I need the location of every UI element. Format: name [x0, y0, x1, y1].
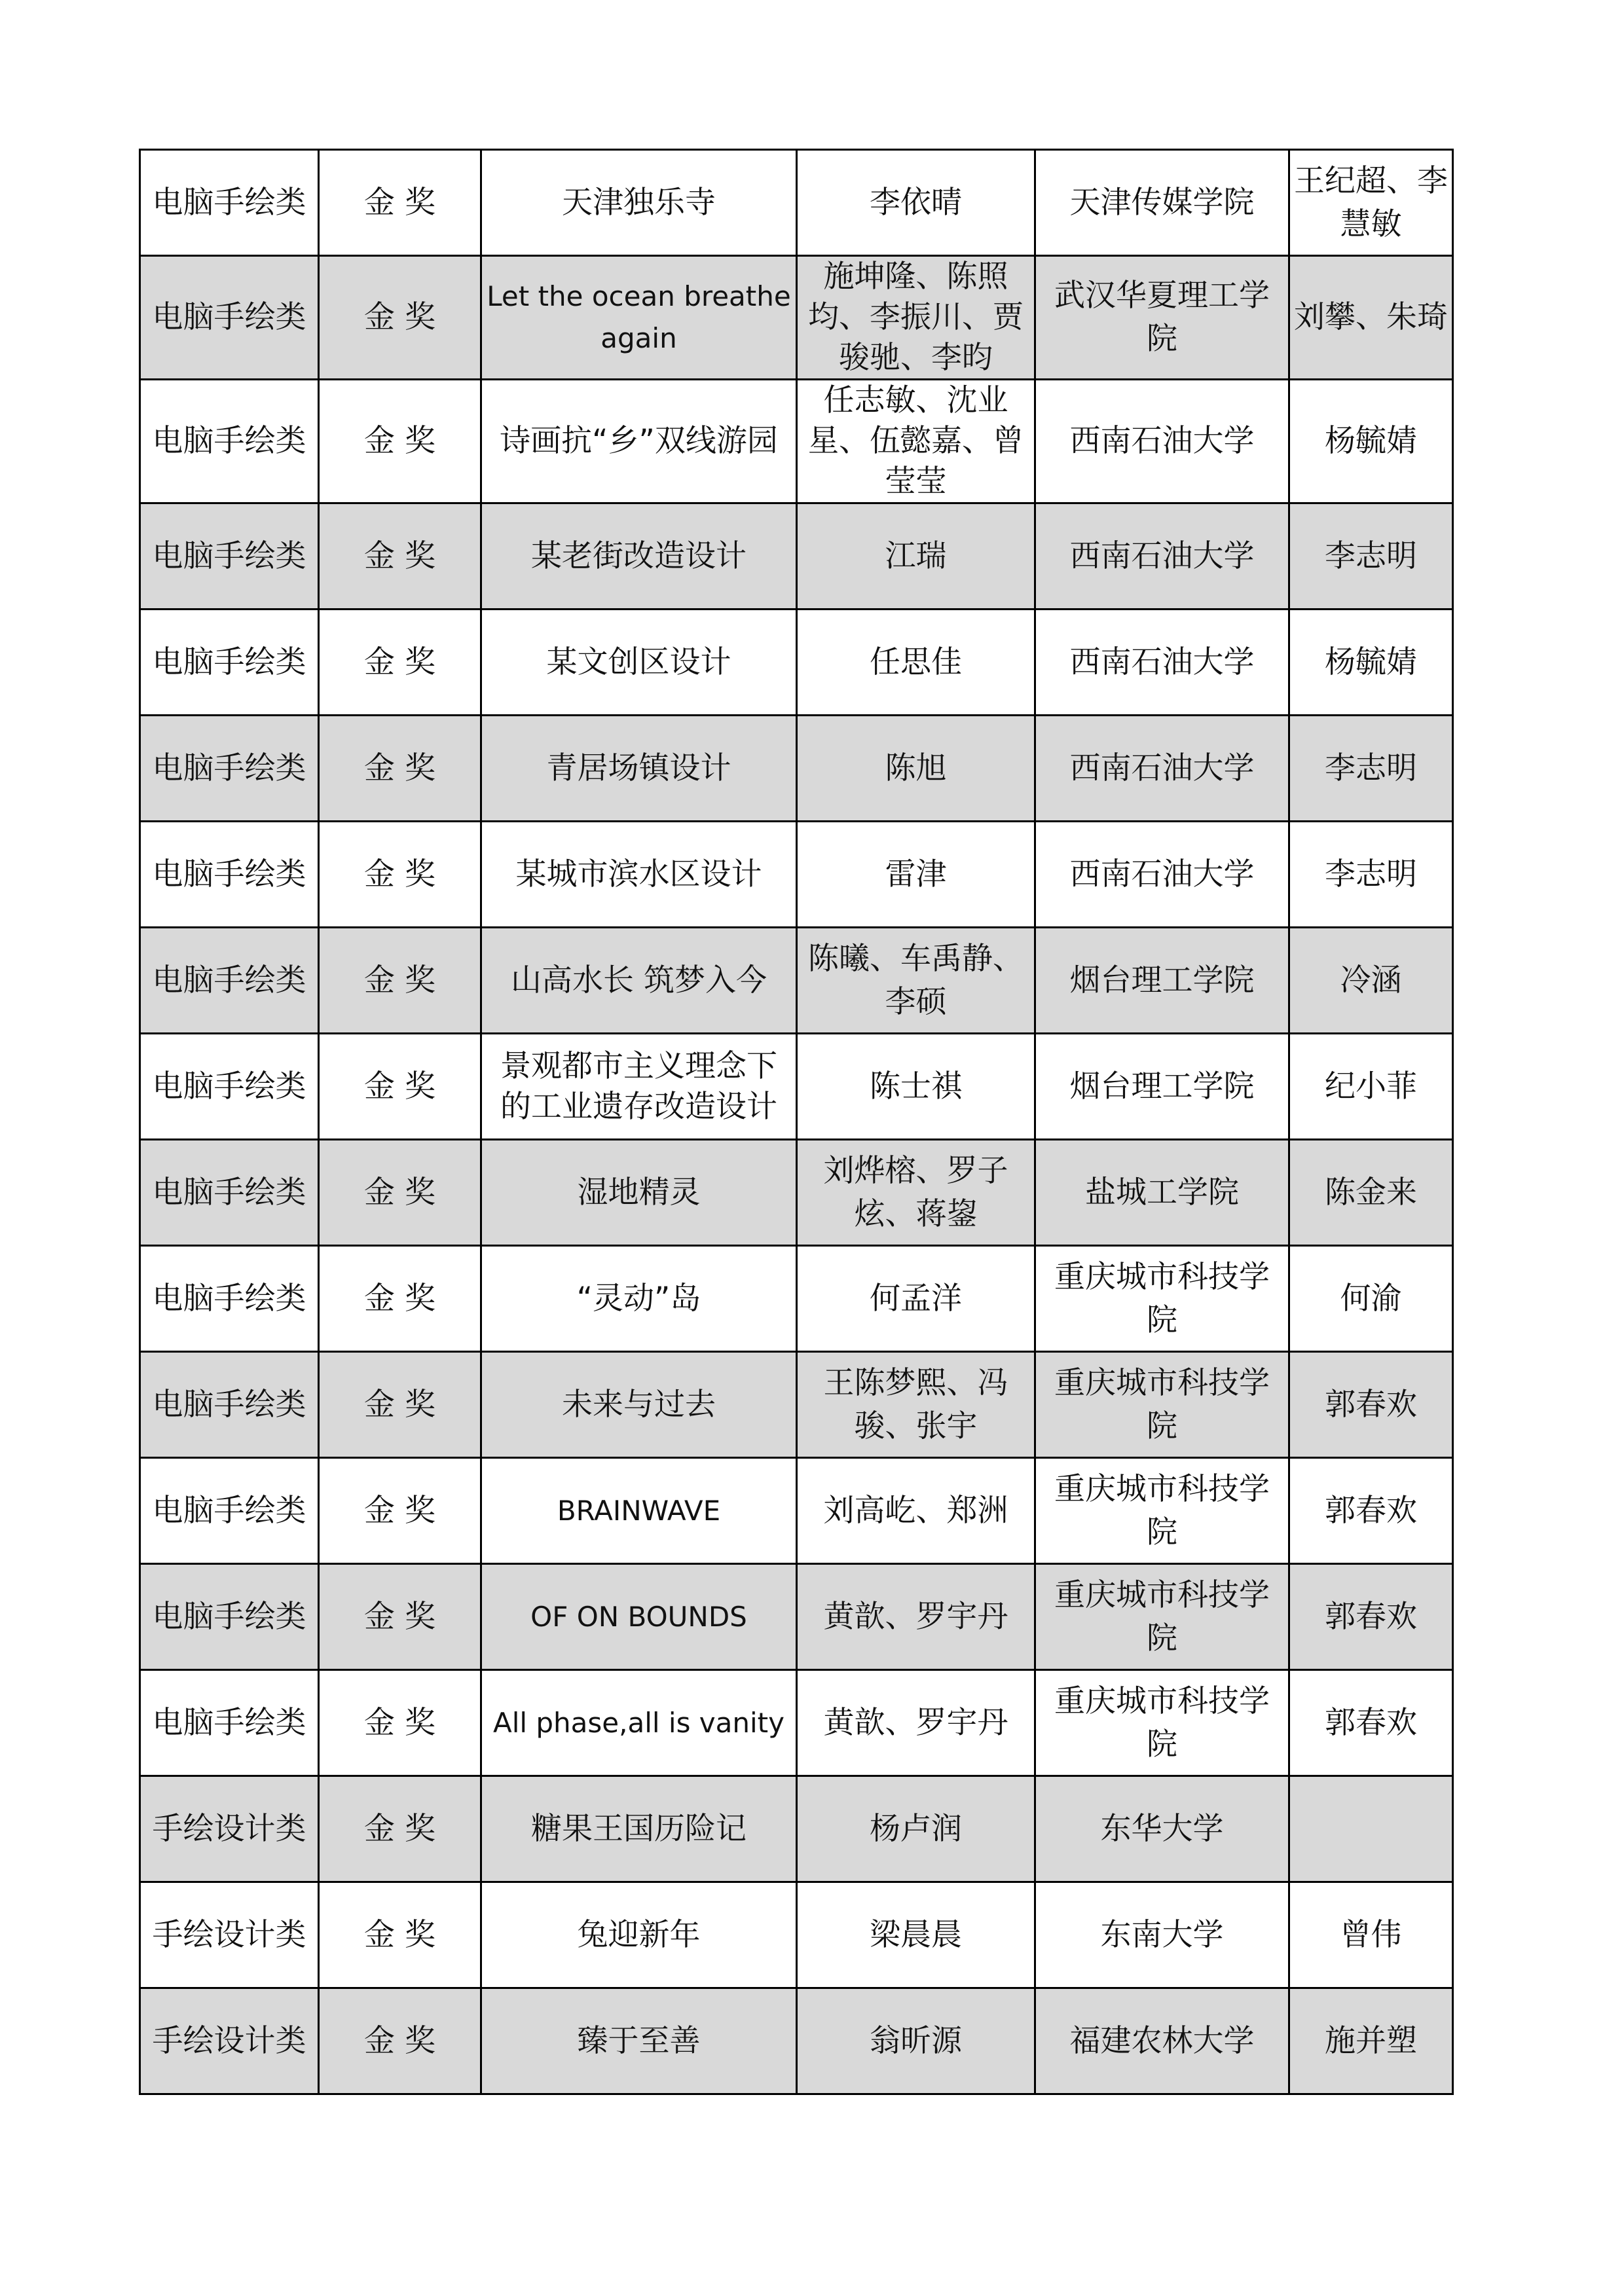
category-cell: 电脑手绘类: [140, 503, 319, 610]
award-cell: 金 奖: [319, 928, 481, 1034]
table-row: [140, 503, 1453, 610]
school-cell: 盐城工学院: [1035, 1140, 1289, 1246]
authors-cell: 刘高屹、郑洲: [797, 1458, 1035, 1564]
title-cell: 山高水长 筑梦入今: [481, 928, 797, 1034]
authors-cell: 李依晴: [797, 150, 1035, 256]
award-cell: 金 奖: [319, 1140, 481, 1246]
category-cell: 电脑手绘类: [140, 1458, 319, 1564]
table-row: [140, 1034, 1453, 1140]
authors-cell: 陈曦、车禹静、李硕: [797, 928, 1035, 1034]
school-cell: 重庆城市科技学院: [1035, 1564, 1289, 1670]
authors-cell: 施坤隆、陈照均、李振川、贾骏驰、李昀: [797, 256, 1035, 380]
table-row: [140, 150, 1453, 256]
authors-cell: 王陈梦熙、冯骏、张宇: [797, 1352, 1035, 1458]
category-cell: 电脑手绘类: [140, 610, 319, 716]
category-cell: 电脑手绘类: [140, 1352, 319, 1458]
table-row: [140, 1140, 1453, 1246]
title-cell: Let the ocean breathe again: [481, 256, 797, 380]
title-cell: “灵动”岛: [481, 1246, 797, 1352]
award-cell: 金 奖: [319, 256, 481, 380]
authors-cell: 雷津: [797, 822, 1035, 928]
title-cell: 某城市滨水区设计: [481, 822, 797, 928]
advisor-cell: [1289, 1776, 1453, 1882]
table-row: [140, 1776, 1453, 1882]
category-cell: 电脑手绘类: [140, 380, 319, 503]
school-cell: 东华大学: [1035, 1776, 1289, 1882]
school-cell: 西南石油大学: [1035, 503, 1289, 610]
authors-cell: 任思佳: [797, 610, 1035, 716]
title-cell: 诗画抗“乡”双线游园: [481, 380, 797, 503]
title-cell: 景观都市主义理念下的工业遗存改造设计: [481, 1034, 797, 1140]
school-cell: 重庆城市科技学院: [1035, 1352, 1289, 1458]
school-cell: 天津传媒学院: [1035, 150, 1289, 256]
advisor-cell: 郭春欢: [1289, 1458, 1453, 1564]
table-row: [140, 1670, 1453, 1776]
title-cell: 未来与过去: [481, 1352, 797, 1458]
advisor-cell: 郭春欢: [1289, 1670, 1453, 1776]
table-row: [140, 380, 1453, 503]
award-cell: 金 奖: [319, 1564, 481, 1670]
award-cell: 金 奖: [319, 716, 481, 822]
category-cell: 电脑手绘类: [140, 1246, 319, 1352]
award-cell: 金 奖: [319, 1670, 481, 1776]
title-cell: 糖果王国历险记: [481, 1776, 797, 1882]
authors-cell: 杨卢润: [797, 1776, 1035, 1882]
advisor-cell: 李志明: [1289, 822, 1453, 928]
award-cell: 金 奖: [319, 1246, 481, 1352]
authors-cell: 何孟洋: [797, 1246, 1035, 1352]
table-row: [140, 1458, 1453, 1564]
table-row: [140, 1882, 1453, 1988]
award-cell: 金 奖: [319, 1882, 481, 1988]
school-cell: 东南大学: [1035, 1882, 1289, 1988]
title-cell: 青居场镇设计: [481, 716, 797, 822]
table-row: [140, 716, 1453, 822]
title-cell: 某老街改造设计: [481, 503, 797, 610]
title-cell: 湿地精灵: [481, 1140, 797, 1246]
table-row: [140, 928, 1453, 1034]
category-cell: 电脑手绘类: [140, 822, 319, 928]
authors-cell: 江瑞: [797, 503, 1035, 610]
category-cell: 电脑手绘类: [140, 928, 319, 1034]
title-cell: 某文创区设计: [481, 610, 797, 716]
advisor-cell: 冷涵: [1289, 928, 1453, 1034]
table-row: [140, 1246, 1453, 1352]
advisor-cell: 杨毓婧: [1289, 610, 1453, 716]
advisor-cell: 何渝: [1289, 1246, 1453, 1352]
advisor-cell: 纪小菲: [1289, 1034, 1453, 1140]
category-cell: 电脑手绘类: [140, 1670, 319, 1776]
award-cell: 金 奖: [319, 1034, 481, 1140]
title-cell: 天津独乐寺: [481, 150, 797, 256]
title-cell: All phase,all is vanity: [481, 1670, 797, 1776]
award-cell: 金 奖: [319, 1988, 481, 2094]
table-row: [140, 1352, 1453, 1458]
table-row: [140, 1988, 1453, 2094]
authors-cell: 陈旭: [797, 716, 1035, 822]
authors-cell: 梁晨晨: [797, 1882, 1035, 1988]
advisor-cell: 杨毓婧: [1289, 380, 1453, 503]
advisor-cell: 曾伟: [1289, 1882, 1453, 1988]
authors-cell: 黄歆、罗宇丹: [797, 1670, 1035, 1776]
category-cell: 手绘设计类: [140, 1988, 319, 2094]
category-cell: 电脑手绘类: [140, 1564, 319, 1670]
award-cell: 金 奖: [319, 150, 481, 256]
table-row: [140, 1564, 1453, 1670]
category-cell: 电脑手绘类: [140, 150, 319, 256]
category-cell: 电脑手绘类: [140, 1034, 319, 1140]
authors-cell: 翁昕源: [797, 1988, 1035, 2094]
award-cell: 金 奖: [319, 610, 481, 716]
award-cell: 金 奖: [319, 503, 481, 610]
school-cell: 西南石油大学: [1035, 380, 1289, 503]
advisor-cell: 施并塑: [1289, 1988, 1453, 2094]
authors-cell: 任志敏、沈业星、伍懿嘉、曾莹莹: [797, 380, 1035, 503]
advisor-cell: 郭春欢: [1289, 1352, 1453, 1458]
title-cell: 臻于至善: [481, 1988, 797, 2094]
advisor-cell: 李志明: [1289, 716, 1453, 822]
school-cell: 重庆城市科技学院: [1035, 1458, 1289, 1564]
school-cell: 武汉华夏理工学院: [1035, 256, 1289, 380]
advisor-cell: 郭春欢: [1289, 1564, 1453, 1670]
title-cell: OF ON BOUNDS: [481, 1564, 797, 1670]
school-cell: 烟台理工学院: [1035, 1034, 1289, 1140]
category-cell: 手绘设计类: [140, 1776, 319, 1882]
school-cell: 烟台理工学院: [1035, 928, 1289, 1034]
school-cell: 福建农林大学: [1035, 1988, 1289, 2094]
category-cell: 手绘设计类: [140, 1882, 319, 1988]
advisor-cell: 陈金来: [1289, 1140, 1453, 1246]
school-cell: 西南石油大学: [1035, 716, 1289, 822]
category-cell: 电脑手绘类: [140, 1140, 319, 1246]
category-cell: 电脑手绘类: [140, 716, 319, 822]
table-row: [140, 256, 1453, 380]
advisor-cell: 刘攀、朱琦: [1289, 256, 1453, 380]
award-cell: 金 奖: [319, 1776, 481, 1882]
title-cell: BRAINWAVE: [481, 1458, 797, 1564]
school-cell: 西南石油大学: [1035, 610, 1289, 716]
awards-table: [139, 149, 1454, 2095]
authors-cell: 陈士祺: [797, 1034, 1035, 1140]
advisor-cell: 王纪超、李慧敏: [1289, 150, 1453, 256]
title-cell: 兔迎新年: [481, 1882, 797, 1988]
award-cell: 金 奖: [319, 1458, 481, 1564]
authors-cell: 刘烨榕、罗子炫、蒋鋆: [797, 1140, 1035, 1246]
table-row: [140, 822, 1453, 928]
school-cell: 重庆城市科技学院: [1035, 1246, 1289, 1352]
school-cell: 西南石油大学: [1035, 822, 1289, 928]
table-row: [140, 610, 1453, 716]
advisor-cell: 李志明: [1289, 503, 1453, 610]
award-cell: 金 奖: [319, 380, 481, 503]
school-cell: 重庆城市科技学院: [1035, 1670, 1289, 1776]
award-cell: 金 奖: [319, 1352, 481, 1458]
category-cell: 电脑手绘类: [140, 256, 319, 380]
authors-cell: 黄歆、罗宇丹: [797, 1564, 1035, 1670]
award-cell: 金 奖: [319, 822, 481, 928]
